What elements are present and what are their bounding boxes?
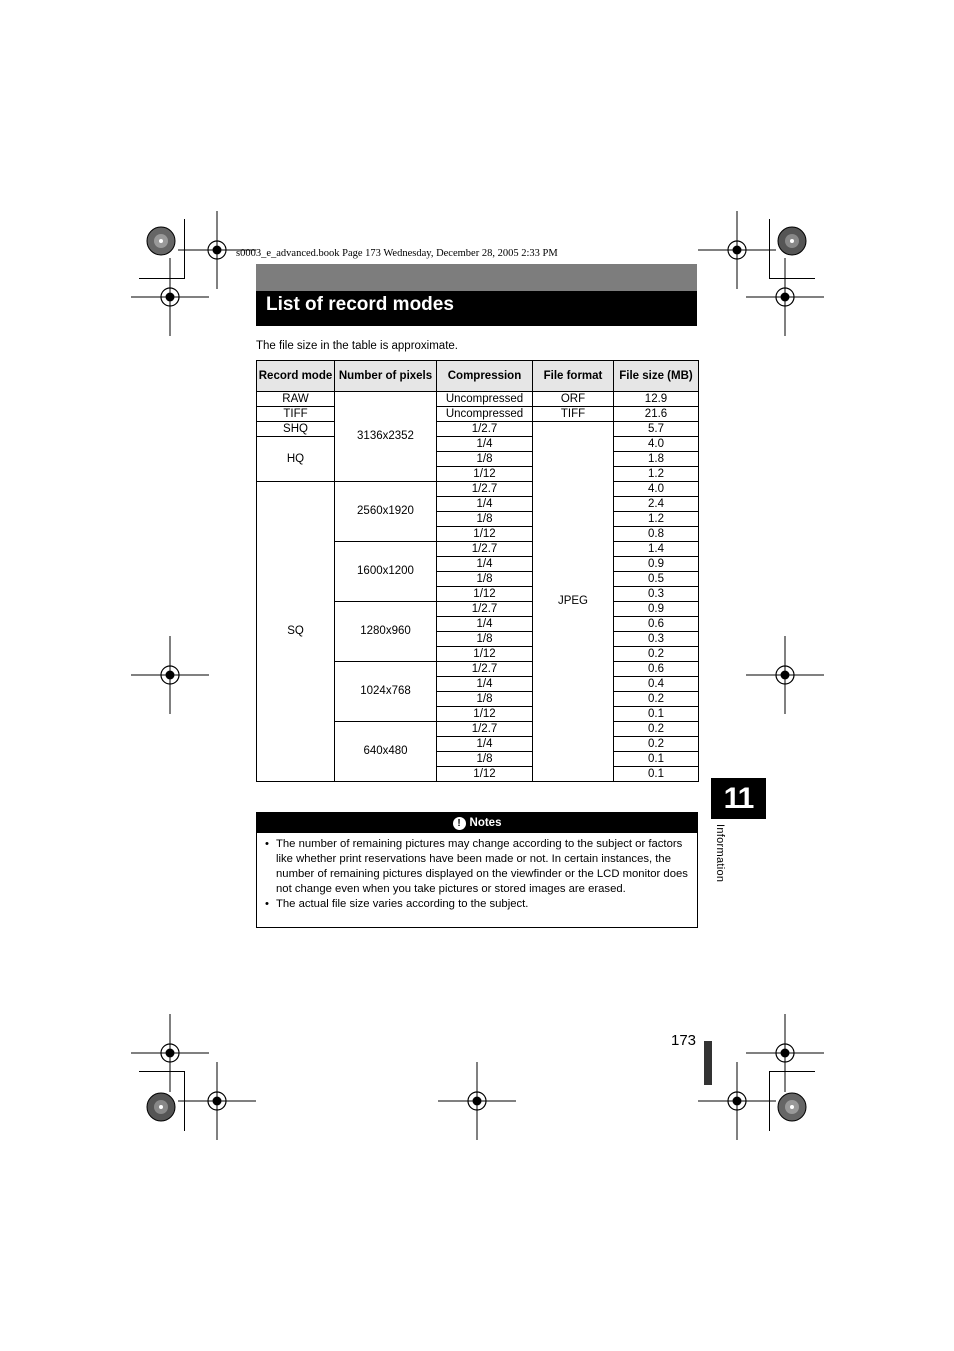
compression-cell: 1/4 [437, 677, 533, 692]
star-target-icon [146, 1092, 176, 1122]
compression-cell: 1/8 [437, 452, 533, 467]
compression-cell: 1/8 [437, 572, 533, 587]
file-size-cell: 0.1 [614, 707, 699, 722]
file-size-cell: 0.4 [614, 677, 699, 692]
header-file-size: File size (MB) [614, 361, 699, 392]
table-row [257, 422, 699, 437]
file-size-cell: 2.4 [614, 497, 699, 512]
exclamation-icon: ! [453, 817, 466, 830]
file-format-cell: JPEG [533, 422, 614, 782]
file-size-cell: 0.6 [614, 617, 699, 632]
compression-cell: 1/4 [437, 737, 533, 752]
intro-text: The file size in the table is approximate. [256, 340, 458, 352]
file-format-cell: ORF [533, 392, 614, 407]
page-title: List of record modes [256, 291, 697, 326]
table-row [257, 482, 699, 497]
table-row [257, 407, 699, 422]
compression-cell: 1/2.7 [437, 602, 533, 617]
compression-cell: Uncompressed [437, 407, 533, 422]
file-size-cell: 0.2 [614, 737, 699, 752]
record-mode-cell: SQ [257, 482, 335, 782]
compression-cell: 1/12 [437, 467, 533, 482]
compression-cell: 1/12 [437, 647, 533, 662]
trim-mark [769, 1071, 815, 1072]
compression-cell: 1/8 [437, 512, 533, 527]
table-row [257, 437, 699, 452]
chapter-label: Information [714, 824, 726, 883]
notes-header [257, 813, 697, 833]
registration-mark-icon [438, 1062, 516, 1140]
file-size-cell: 0.2 [614, 722, 699, 737]
file-size-cell: 0.2 [614, 692, 699, 707]
compression-cell: 1/4 [437, 437, 533, 452]
compression-cell: 1/4 [437, 497, 533, 512]
compression-cell: 1/12 [437, 587, 533, 602]
list-item: • The actual file size varies according to the subject. [275, 897, 689, 912]
header-number-of-pixels: Number of pixels [335, 361, 437, 392]
header-compression: Compression [437, 361, 533, 392]
pixels-cell: 2560x1920 [335, 482, 437, 542]
compression-cell: 1/8 [437, 692, 533, 707]
file-size-cell: 4.0 [614, 437, 699, 452]
file-size-cell: 0.6 [614, 662, 699, 677]
trim-mark [139, 1071, 185, 1072]
file-size-cell: 5.7 [614, 422, 699, 437]
notes-box [256, 812, 698, 928]
registration-mark-icon [131, 636, 209, 714]
file-size-cell: 0.8 [614, 527, 699, 542]
file-size-cell: 0.1 [614, 752, 699, 767]
file-size-cell: 0.5 [614, 572, 699, 587]
trim-mark [769, 1071, 770, 1131]
record-mode-cell: SHQ [257, 422, 335, 437]
notes-title: Notes [469, 817, 502, 829]
compression-cell: Uncompressed [437, 392, 533, 407]
star-target-icon [777, 226, 807, 256]
compression-cell: 1/2.7 [437, 722, 533, 737]
registration-mark-icon [746, 636, 824, 714]
registration-mark-icon [746, 258, 824, 336]
page-marker-bar [704, 1041, 712, 1085]
file-size-cell: 0.2 [614, 647, 699, 662]
record-mode-cell: HQ [257, 437, 335, 482]
file-size-cell: 0.9 [614, 602, 699, 617]
compression-cell: 1/2.7 [437, 542, 533, 557]
header-record-mode: Record mode [257, 361, 335, 392]
file-size-cell: 1.2 [614, 512, 699, 527]
pixels-cell: 640x480 [335, 722, 437, 782]
file-size-cell: 21.6 [614, 407, 699, 422]
record-mode-cell: RAW [257, 392, 335, 407]
file-size-cell: 0.1 [614, 767, 699, 782]
compression-cell: 1/8 [437, 632, 533, 647]
compression-cell: 1/12 [437, 707, 533, 722]
trim-mark [184, 1071, 185, 1131]
compression-cell: 1/8 [437, 752, 533, 767]
table-row [257, 392, 699, 407]
file-size-cell: 0.3 [614, 632, 699, 647]
pixels-cell: 1280x960 [335, 602, 437, 662]
registration-mark-icon [178, 1062, 256, 1140]
compression-cell: 1/4 [437, 557, 533, 572]
table-header-row [257, 361, 699, 392]
list-item: • The number of remaining pictures may change according to the subject or factors like whether print reservations have been made or not. In certain instances, the number of remaining pictures displayed on the viewfinder or the LCD monitor does not change even when you take pictures or stored images are erased. [275, 837, 689, 897]
chapter-number-tab: 11 [711, 778, 766, 819]
file-size-cell: 1.8 [614, 452, 699, 467]
star-target-icon [146, 226, 176, 256]
compression-cell: 1/4 [437, 617, 533, 632]
compression-cell: 1/2.7 [437, 422, 533, 437]
file-size-cell: 1.4 [614, 542, 699, 557]
trim-mark [184, 219, 185, 279]
header-file-format: File format [533, 361, 614, 392]
compression-cell: 1/12 [437, 767, 533, 782]
title-band [256, 264, 697, 291]
file-format-cell: TIFF [533, 407, 614, 422]
compression-cell: 1/2.7 [437, 662, 533, 677]
registration-mark-icon [131, 258, 209, 336]
compression-cell: 1/2.7 [437, 482, 533, 497]
pixels-cell: 3136x2352 [335, 392, 437, 482]
compression-cell: 1/12 [437, 527, 533, 542]
notes-list [257, 833, 697, 912]
pixels-cell: 1600x1200 [335, 542, 437, 602]
file-size-cell: 4.0 [614, 482, 699, 497]
print-file-info: s0003_e_advanced.book Page 173 Wednesday, December 28, 2005 2:33 PM [236, 248, 558, 259]
file-size-cell: 0.9 [614, 557, 699, 572]
record-mode-cell: TIFF [257, 407, 335, 422]
star-target-icon [777, 1092, 807, 1122]
trim-mark [769, 219, 770, 279]
page-number: 173 [671, 1032, 697, 1049]
trim-mark [139, 278, 185, 279]
record-modes-table [256, 360, 699, 782]
file-size-cell: 12.9 [614, 392, 699, 407]
file-size-cell: 1.2 [614, 467, 699, 482]
trim-mark [769, 278, 815, 279]
file-size-cell: 0.3 [614, 587, 699, 602]
pixels-cell: 1024x768 [335, 662, 437, 722]
